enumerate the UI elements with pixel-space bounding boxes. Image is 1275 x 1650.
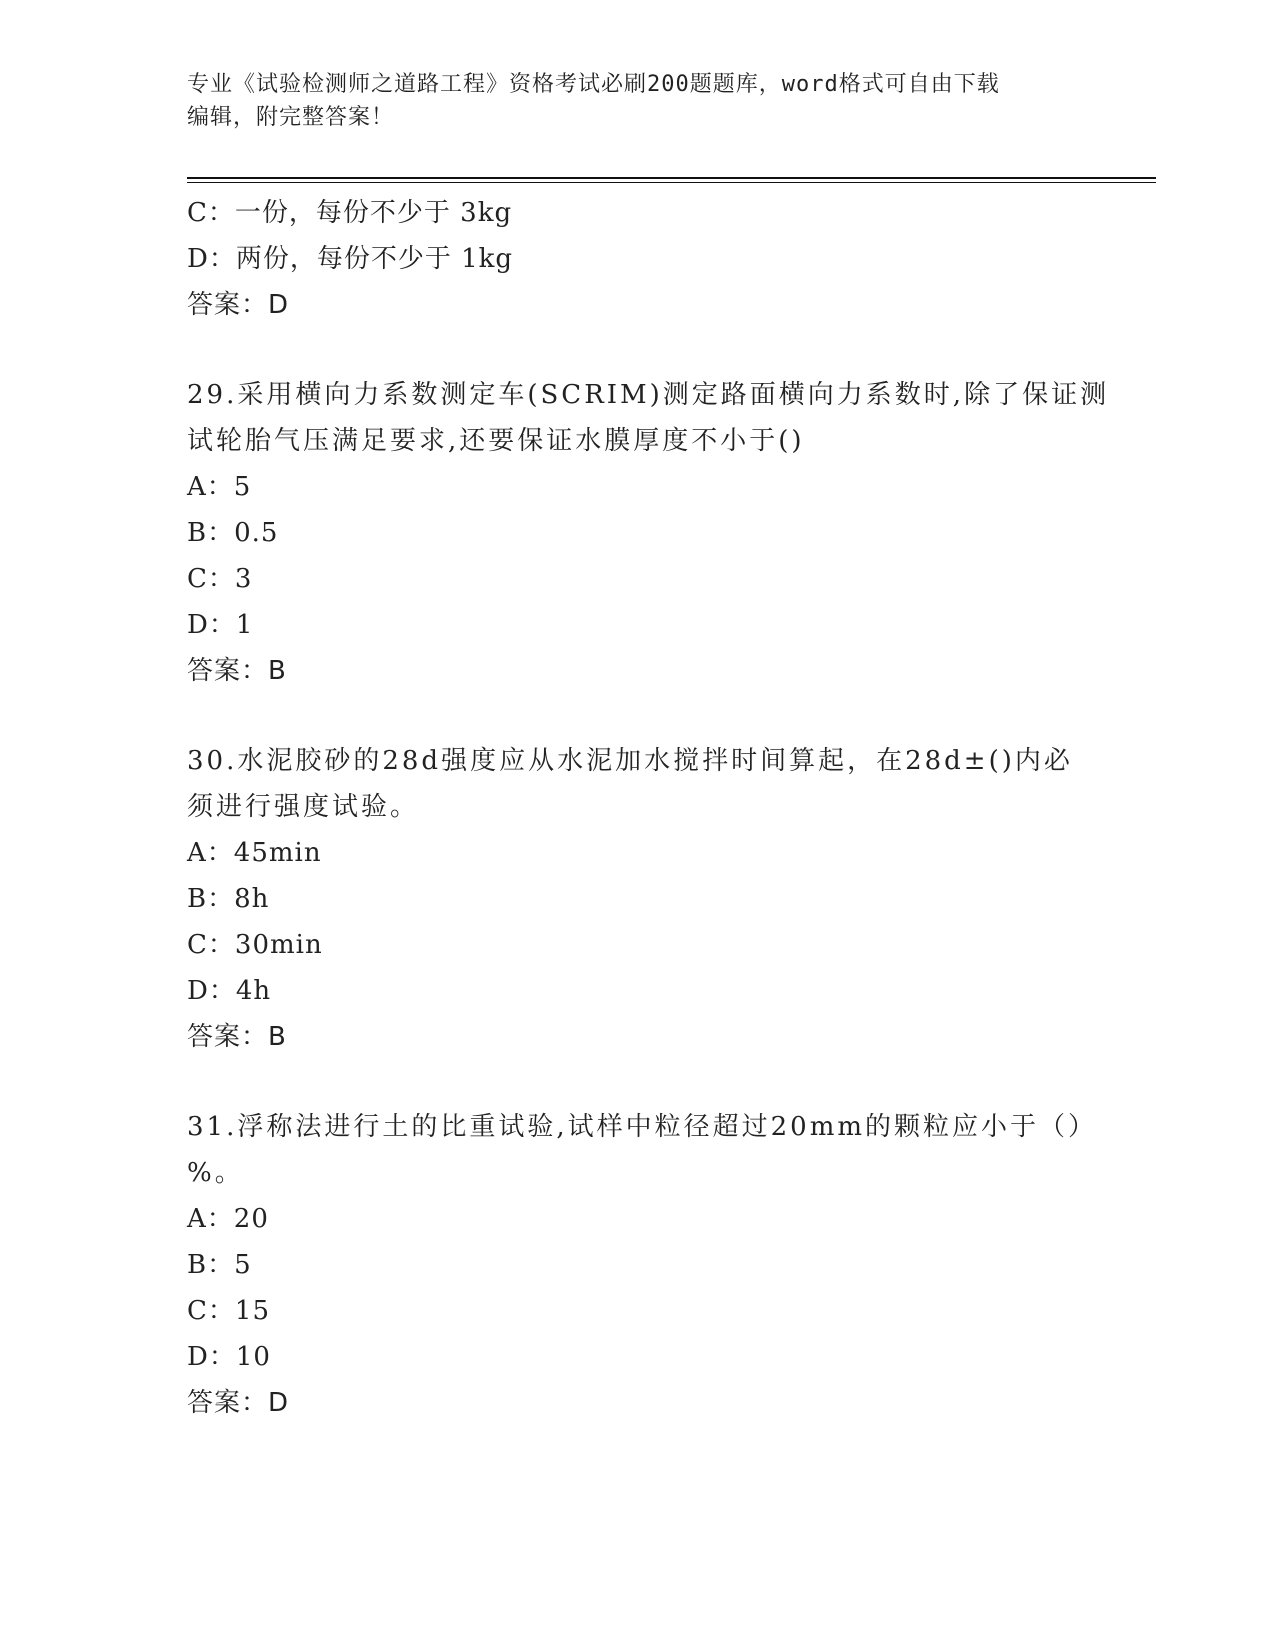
option-d: D：两份，每份不少于 1kg (187, 244, 514, 274)
answer-line: 答案：D (187, 290, 290, 320)
question-30 (187, 738, 1087, 1060)
header-divider (187, 177, 1156, 179)
question-29 (187, 372, 1110, 694)
answer-line: 答案：B (187, 656, 287, 686)
question-text-line: 29.采用横向力系数测定车(SCRIM)测定路面横向力系数时,除了保证测 (187, 380, 1110, 410)
option-b: B：8h (187, 884, 270, 914)
option-c: C：一份，每份不少于 3kg (187, 198, 513, 228)
option-b: B：5 (187, 1250, 252, 1280)
option-a: A：5 (187, 472, 252, 502)
header-line-1: 专业《试验检测师之道路工程》资格考试必刷200题题库，word格式可自由下载 (187, 72, 1000, 97)
option-d: D：4h (187, 976, 272, 1006)
answer-line: 答案：D (187, 1388, 290, 1418)
option-d: D：10 (187, 1342, 271, 1372)
question-text-line: 31.浮称法进行土的比重试验,试样中粒径超过20mm的颗粒应小于（） (187, 1112, 1098, 1142)
header-line-2: 编辑，附完整答案！ (187, 105, 395, 130)
question-text-line: 试轮胎气压满足要求,还要保证水膜厚度不小于() (187, 426, 805, 456)
option-c: C：15 (187, 1296, 271, 1326)
question-28-tail (187, 190, 1087, 328)
answer-line: 答案：B (187, 1022, 287, 1052)
option-a: A：20 (187, 1204, 269, 1234)
option-a: A：45min (187, 838, 322, 868)
question-31 (187, 1104, 1098, 1426)
option-b: B：0.5 (187, 518, 279, 548)
question-text-line: 30.水泥胶砂的28d强度应从水泥加水搅拌时间算起，在28d±()内必 (187, 746, 1073, 776)
header-divider-thin (187, 182, 1156, 183)
option-c: C：3 (187, 564, 253, 594)
option-d: D：1 (187, 610, 254, 640)
question-text-line: 须进行强度试验。 (187, 792, 420, 822)
question-list (187, 190, 1110, 1426)
question-text-line: %。 (187, 1158, 244, 1188)
document-header (187, 68, 1087, 134)
option-c: C：30min (187, 930, 323, 960)
